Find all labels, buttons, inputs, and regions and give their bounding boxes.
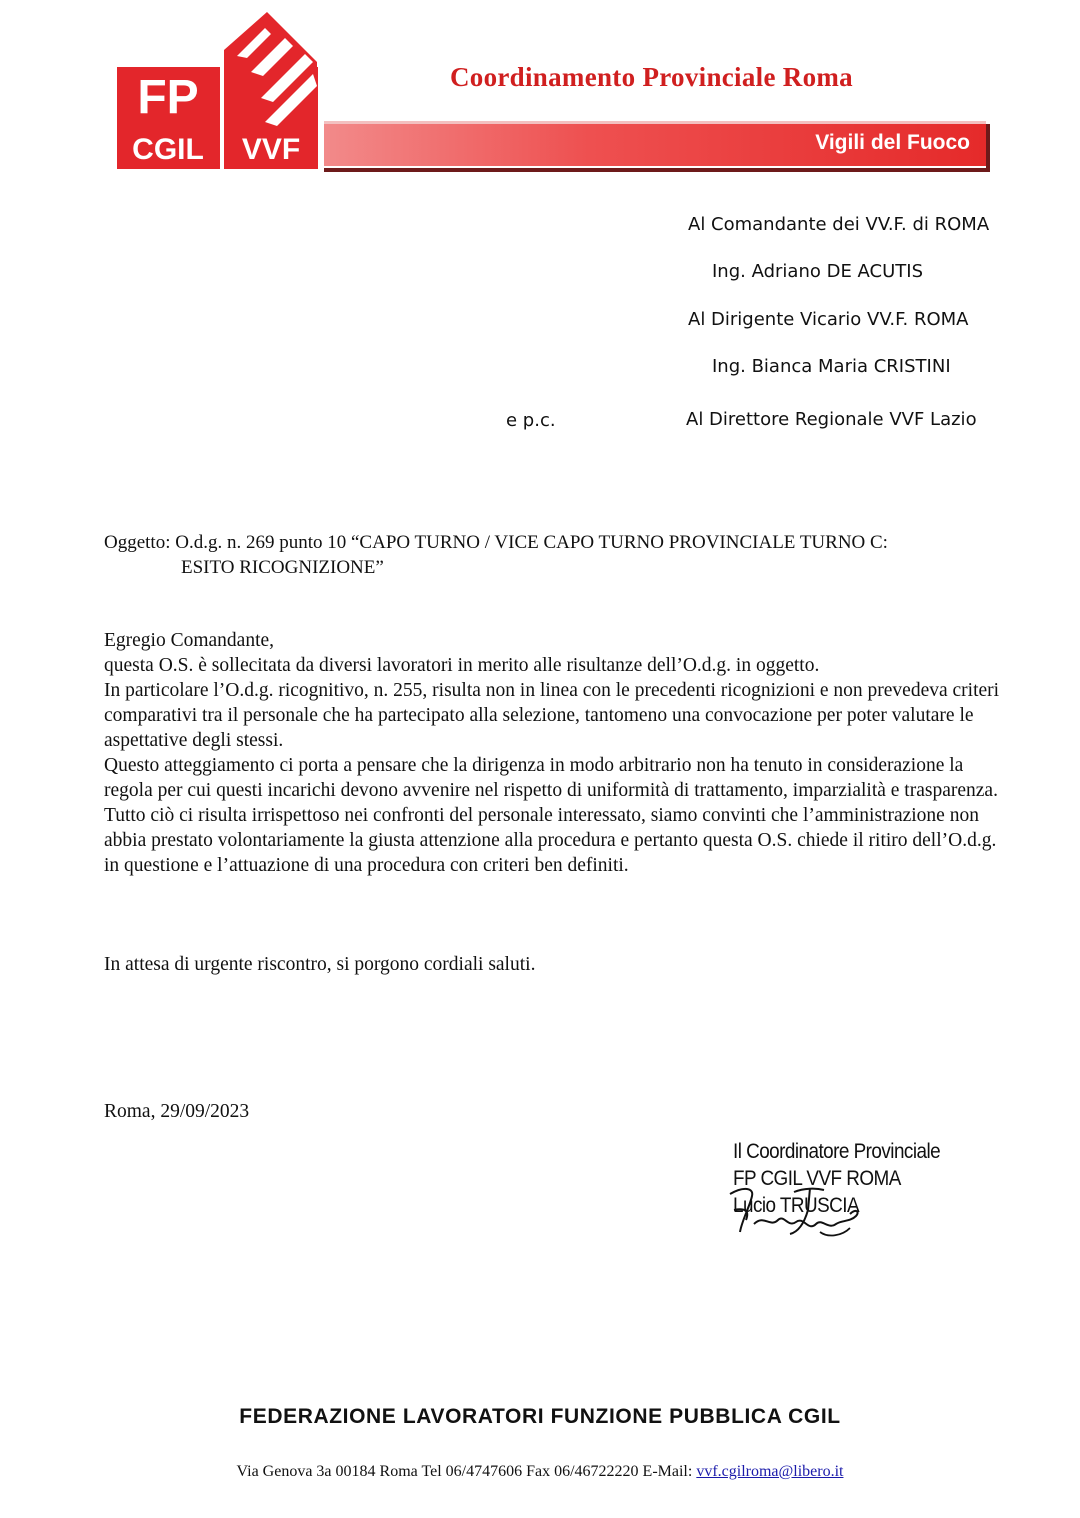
cc-label: e p.c. <box>506 410 556 431</box>
body-paragraph: Questo atteggiamento ci porta a pensare che la dirigenza in modo arbitrario non ha tenuto in considerazione la regola per cui questi incarichi devono avvenire nel rispetto di uniformità di trattamento, imparzialità e trasparenza. <box>104 755 998 801</box>
subject-line-1: Oggetto: O.d.g. n. 269 punto 10 “CAPO TURNO / VICE CAPO TURNO PROVINCIALE TURNO C: <box>104 532 888 553</box>
signature-role: Il Coordinatore Provinciale <box>733 1140 941 1163</box>
closing-line: In attesa di urgente riscontro, si porgono cordiali saluti. <box>104 954 536 975</box>
salutation: Egregio Comandante, <box>104 630 275 651</box>
footer-address: Via Genova 3a 00184 Roma Tel 06/4747606 Fax 06/46722220 E-Mail: <box>236 1463 697 1480</box>
addressee-vicar-name: Ing. Bianca Maria CRISTINI <box>712 356 951 377</box>
organization-title: Coordinamento Provinciale Roma <box>450 62 853 92</box>
body-paragraph: Tutto ciò ci risulta irrispettoso nei confronti del personale interessato, siamo convinti che l’amministrazione non abbia prestato volontariamente la giusta attenzione alla procedura e pertanto questa O.S. chiede il ritiro dell’O.d.g. in questione e l’attuazione di una procedura con criteri ben definiti. <box>104 805 997 876</box>
body-paragraph: questa O.S. è sollecitata da diversi lavoratori in merito alle risultanze dell’O.d.g. in oggetto. <box>104 655 820 676</box>
handwritten-signature <box>724 1180 874 1245</box>
logo-vvf-text: VVF <box>241 133 301 166</box>
letter-body <box>104 628 1004 878</box>
subject-line-2: ESITO RICOGNIZIONE” <box>181 557 384 578</box>
footer-contact-line <box>0 1463 1080 1481</box>
band-label: Vigili del Fuoco <box>815 131 970 154</box>
body-paragraph: In particolare l’O.d.g. ricognitivo, n. 255, risulta non in linea con le precedenti ricognizioni e non prevedeva criteri comparativi tra il personale che ha partecipato alla selezione, tantomeno una convocazione per poter valutare le aspettative degli stessi. <box>104 680 1000 751</box>
date-line: Roma, 29/09/2023 <box>104 1101 250 1122</box>
subject-block <box>104 530 888 580</box>
fp-cgil-vvf-logo <box>117 10 322 172</box>
band-shadow-right <box>986 124 990 170</box>
addressee-commander: Al Comandante dei VV.F. di ROMA <box>688 214 990 235</box>
logo-cgil-text: CGIL <box>132 133 204 166</box>
signature-org: FP CGIL VVF ROMA <box>733 1167 901 1190</box>
addressee-commander-name: Ing. Adriano DE ACUTIS <box>712 261 924 282</box>
addressee-vicar: Al Dirigente Vicario VV.F. ROMA <box>688 309 969 330</box>
footer-federation-title: FEDERAZIONE LAVORATORI FUNZIONE PUBBLICA CGIL <box>239 1405 841 1428</box>
logo-fp-text: FP <box>137 71 199 124</box>
addressee-regional-director: Al Direttore Regionale VVF Lazio <box>686 409 977 430</box>
signature-name: Lucio TRUSCIA <box>733 1194 860 1217</box>
band-shadow-bottom <box>324 168 990 172</box>
footer-email-link[interactable]: vvf.cgilroma@libero.it <box>696 1463 844 1480</box>
